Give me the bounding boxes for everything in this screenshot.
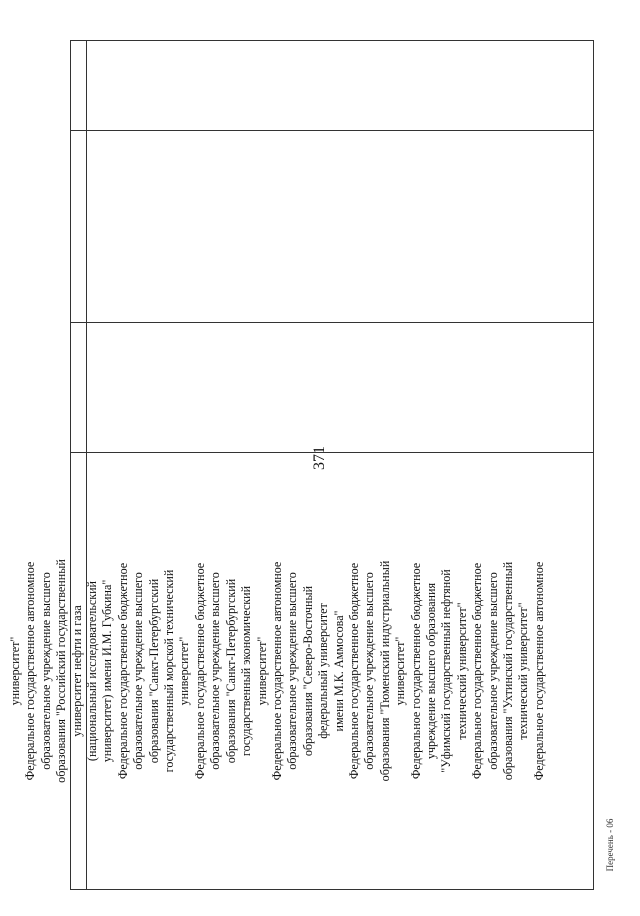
table-rule-2	[70, 322, 594, 323]
organization-line: образования "Северо-Восточный	[300, 585, 315, 757]
organization-line: образования "Санкт-Петербургский	[146, 578, 161, 764]
organization-line: "Уфимский государственный нефтяной	[439, 569, 454, 773]
organization-line: технический университет"	[454, 602, 469, 740]
organization-entry	[347, 456, 409, 886]
organizations-list	[8, 456, 546, 886]
organization-line: образования "Российский государственный	[54, 559, 69, 783]
organization-line: университет"	[8, 636, 22, 706]
footer-label	[590, 800, 630, 890]
organization-line: университет нефти и газа	[69, 605, 84, 737]
organization-line: Федеральное государственное автономное	[531, 561, 546, 781]
organization-line: университет"	[393, 636, 408, 706]
organization-entry	[8, 456, 23, 886]
organization-line: образования "Тюменский индустриальный	[377, 560, 392, 782]
organization-line: государственный морской технический	[162, 569, 177, 773]
organization-line: Федеральное государственное автономное	[269, 561, 284, 781]
table-rule-3	[70, 452, 594, 453]
organization-line: технический университет"	[516, 602, 531, 740]
organization-line: университет) имени И.М. Губкина"	[100, 579, 115, 763]
organization-entry	[409, 456, 471, 886]
organization-line: образовательное учреждение высшего	[131, 572, 146, 770]
organization-line: государственный экономический	[239, 585, 254, 757]
organization-line: образовательное учреждение высшего	[38, 572, 53, 770]
organization-line: Федеральное государственное бюджетное	[115, 562, 130, 780]
organization-line: Федеральное государственное бюджетное	[346, 562, 361, 780]
organization-line: образовательное учреждение высшего	[485, 572, 500, 770]
organization-entry	[23, 456, 115, 886]
page-number-text: 371	[311, 446, 328, 470]
organization-line: Федеральное государственное бюджетное	[470, 562, 485, 780]
organization-line: имени М.К. Аммосова"	[331, 610, 346, 732]
organization-line: образовательное учреждение высшего	[362, 572, 377, 770]
organization-entry	[470, 456, 532, 886]
organization-line: Федеральное государственное бюджетное	[192, 562, 207, 780]
organization-line: образования "Ухтинский государственный	[501, 561, 515, 781]
table-rule-1	[70, 130, 594, 131]
organization-line: (национальный исследовательский	[85, 580, 100, 762]
organizations-cell	[8, 456, 594, 886]
footer-label-text: Перечень - 06	[605, 818, 615, 872]
organization-line: образования "Санкт-Петербургский	[223, 578, 238, 764]
organization-entry	[270, 456, 347, 886]
organization-entry	[532, 456, 547, 886]
organization-line: образовательное учреждение высшего	[285, 572, 300, 770]
organization-line: учреждение высшего образования	[423, 582, 438, 760]
organization-line: Федеральное государственное автономное	[23, 561, 38, 781]
organization-line: Федеральное государственное бюджетное	[408, 562, 423, 780]
organization-line: университет"	[177, 636, 192, 706]
organization-line: федеральный университет	[316, 603, 331, 739]
organization-line: образовательное учреждение высшего	[208, 572, 223, 770]
organization-entry	[116, 456, 193, 886]
organization-line: университет"	[254, 636, 269, 706]
organization-entry	[193, 456, 270, 886]
